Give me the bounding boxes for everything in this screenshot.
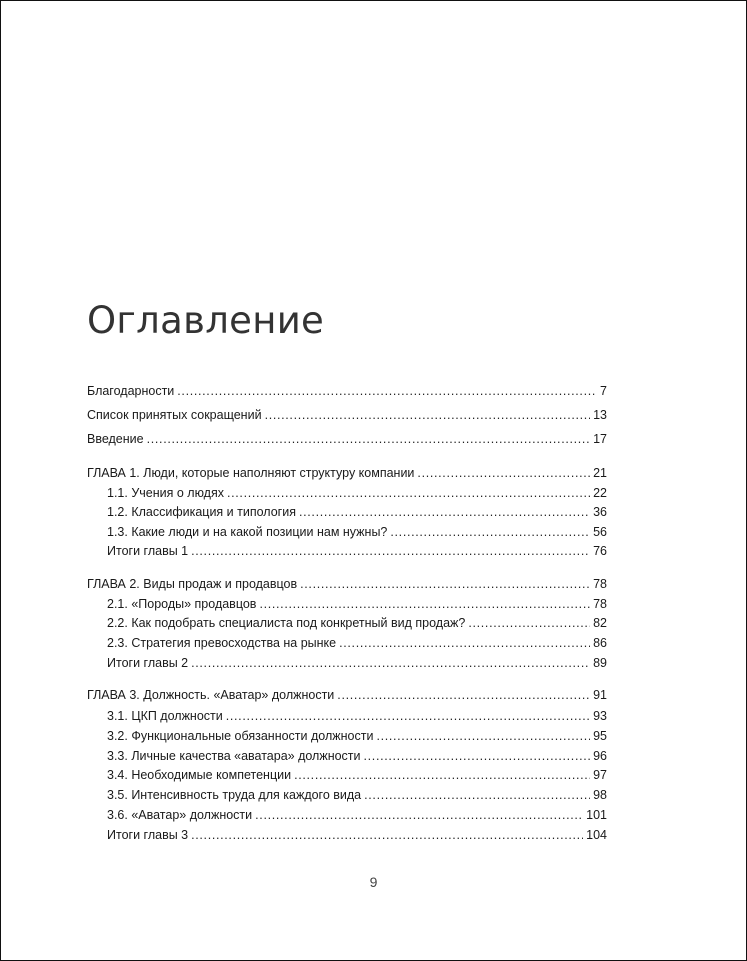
dot-leader bbox=[339, 633, 590, 653]
toc-entry-label: 3.3. Личные качества «аватара» должности bbox=[107, 749, 361, 763]
toc-entry-page: 98 bbox=[593, 788, 607, 802]
toc-entry-label: 2.1. «Породы» продавцов bbox=[107, 597, 257, 611]
toc-entry-page: 22 bbox=[593, 486, 607, 500]
toc-entry-page: 104 bbox=[586, 828, 607, 842]
toc-entry-label: 1.2. Классификация и типология bbox=[107, 505, 296, 519]
dot-leader bbox=[191, 541, 590, 561]
toc-entry-section-1-1[interactable] bbox=[107, 483, 607, 503]
toc-entry-page: 101 bbox=[586, 808, 607, 822]
dot-leader bbox=[294, 765, 590, 785]
toc-entry-chapter-1[interactable] bbox=[87, 463, 607, 483]
toc-entry-section-3-2[interactable] bbox=[107, 726, 607, 746]
toc-entry-label: ГЛАВА 3. Должность. «Аватар» должности bbox=[87, 688, 335, 702]
toc-entry-label: 1.3. Какие люди и на какой позиции нам нужны? bbox=[107, 525, 388, 539]
toc-entry-label: Благодарности bbox=[87, 384, 175, 398]
toc-entry-label: 3.4. Необходимые компетенции bbox=[107, 768, 292, 782]
dot-leader bbox=[337, 685, 590, 705]
toc-entry-chapter-1-summary[interactable] bbox=[107, 541, 607, 561]
toc-entry-section-1-2[interactable] bbox=[107, 502, 607, 522]
toc-entry-label: ГЛАВА 2. Виды продаж и продавцов bbox=[87, 577, 298, 591]
toc-entry-page: 21 bbox=[593, 466, 607, 480]
toc-entry-chapter-3[interactable] bbox=[87, 685, 607, 705]
toc-entry-page: 93 bbox=[593, 709, 607, 723]
toc-entry-page: 7 bbox=[600, 384, 607, 398]
toc-entry-label: Итоги главы 1 bbox=[107, 544, 189, 558]
dot-leader bbox=[259, 594, 590, 614]
toc-entry-label: 3.2. Функциональные обязанности должности bbox=[107, 729, 374, 743]
toc-entry-label: Итоги главы 2 bbox=[107, 656, 189, 670]
toc-entry-page: 17 bbox=[593, 432, 607, 446]
toc-entry-page: 76 bbox=[593, 544, 607, 558]
dot-leader bbox=[390, 522, 590, 542]
toc-entry-page: 86 bbox=[593, 636, 607, 650]
toc-entry-label: 2.2. Как подобрать специалиста под конкретный вид продаж? bbox=[107, 616, 466, 630]
dot-leader bbox=[255, 805, 583, 825]
toc-entry-label: 3.6. «Аватар» должности bbox=[107, 808, 253, 822]
toc-entry-label: ГЛАВА 1. Люди, которые наполняют структуру компании bbox=[87, 466, 415, 480]
dot-leader bbox=[300, 574, 590, 594]
dot-leader bbox=[376, 726, 590, 746]
toc-entry-section-3-5[interactable] bbox=[107, 785, 607, 805]
toc-entry-introduction[interactable] bbox=[87, 429, 607, 449]
toc-entry-section-1-3[interactable] bbox=[107, 522, 607, 542]
toc-entry-label: Итоги главы 3 bbox=[107, 828, 189, 842]
dot-leader bbox=[417, 463, 590, 483]
dot-leader bbox=[299, 502, 590, 522]
toc-entry-abbreviations[interactable] bbox=[87, 405, 607, 425]
dot-leader bbox=[177, 381, 597, 401]
toc-entry-chapter-3-summary[interactable] bbox=[107, 825, 607, 845]
toc-entry-page: 97 bbox=[593, 768, 607, 782]
toc-entry-page: 78 bbox=[593, 597, 607, 611]
toc-entry-page: 96 bbox=[593, 749, 607, 763]
toc-entry-label: 3.5. Интенсивность труда для каждого вида bbox=[107, 788, 362, 802]
toc-entry-page: 82 bbox=[593, 616, 607, 630]
toc-entry-acknowledgements[interactable] bbox=[87, 381, 607, 401]
toc-entry-page: 95 bbox=[593, 729, 607, 743]
dot-leader bbox=[364, 785, 590, 805]
toc-entry-page: 78 bbox=[593, 577, 607, 591]
dot-leader bbox=[364, 746, 591, 766]
toc-entry-label: 1.1. Учения о людях bbox=[107, 486, 224, 500]
toc-entry-page: 89 bbox=[593, 656, 607, 670]
dot-leader bbox=[265, 405, 591, 425]
toc-entry-chapter-2[interactable] bbox=[87, 574, 607, 594]
toc-entry-label: Введение bbox=[87, 432, 144, 446]
page-title: Оглавление bbox=[87, 299, 325, 342]
toc-entry-section-2-1[interactable] bbox=[107, 594, 607, 614]
toc-entry-label: 3.1. ЦКП должности bbox=[107, 709, 223, 723]
dot-leader bbox=[147, 429, 590, 449]
toc-entry-section-3-4[interactable] bbox=[107, 765, 607, 785]
dot-leader bbox=[191, 825, 583, 845]
toc-entry-label: 2.3. Стратегия превосходства на рынке bbox=[107, 636, 337, 650]
toc-entry-page: 36 bbox=[593, 505, 607, 519]
toc-entry-page: 91 bbox=[593, 688, 607, 702]
toc-entry-section-2-3[interactable] bbox=[107, 633, 607, 653]
toc-entry-page: 56 bbox=[593, 525, 607, 539]
dot-leader bbox=[226, 706, 590, 726]
page-number: 9 bbox=[369, 874, 378, 890]
dot-leader bbox=[191, 653, 590, 673]
toc-entry-chapter-2-summary[interactable] bbox=[107, 653, 607, 673]
toc-entry-label: Список принятых сокращений bbox=[87, 408, 262, 422]
dot-leader bbox=[468, 613, 590, 633]
toc-entry-section-3-3[interactable] bbox=[107, 746, 607, 766]
toc-entry-page: 13 bbox=[593, 408, 607, 422]
dot-leader bbox=[227, 483, 590, 503]
toc-entry-section-2-2[interactable] bbox=[107, 613, 607, 633]
toc-entry-section-3-1[interactable] bbox=[107, 706, 607, 726]
toc-entry-section-3-6[interactable] bbox=[107, 805, 607, 825]
